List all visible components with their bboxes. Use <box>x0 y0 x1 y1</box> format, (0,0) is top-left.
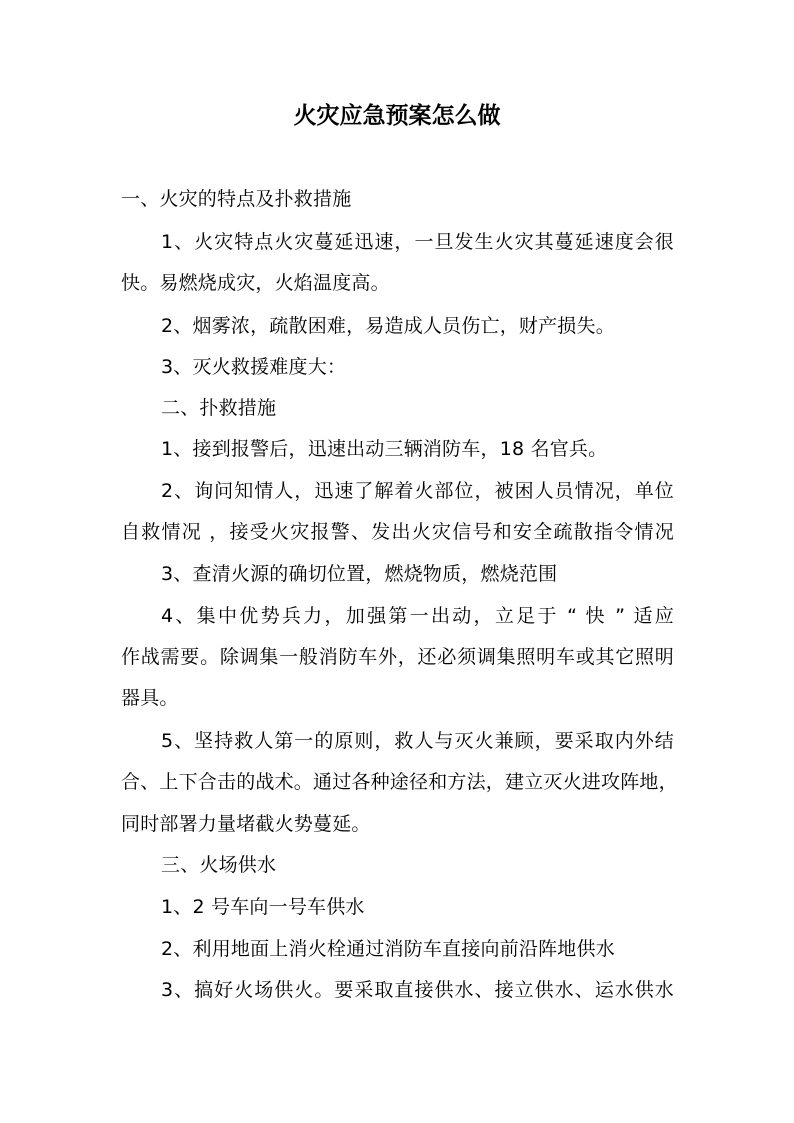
paragraph-line: 2、询问知情人，迅速了解着火部位，被困人员情况，单位 <box>161 480 674 502</box>
section-heading-2: 二、扑救措施 <box>161 397 277 419</box>
paragraph-line: 自救情况 ，接受火灾报警、发出火灾信号和安全疏散指令情况 <box>121 521 674 543</box>
paragraph-line: 2、利用地面上消火栓通过消防车直接向前沿阵地供水 <box>161 938 615 960</box>
paragraph-line: 2、烟雾浓，疏散困难，易造成人员伤亡，财产损失。 <box>161 315 615 337</box>
paragraph-line: 快。易燃烧成灾，火焰温度高。 <box>121 272 390 294</box>
paragraph-line: 1、接到报警后，迅速出动三辆消防车，18 名官兵。 <box>161 438 608 460</box>
section-heading-3: 三、火场供水 <box>161 854 277 876</box>
paragraph-line: 3、搞好火场供火。要采取直接供水、接立供水、运水供水 <box>161 979 674 1001</box>
paragraph-line: 5、坚持救人第一的原则，救人与灭火兼顾，要采取内外结 <box>161 730 674 752</box>
paragraph-line: 1、火灾特点火灾蔓延迅速，一旦发生火灾其蔓延速度会很 <box>161 231 674 253</box>
paragraph-line: 3、灭火救援难度大： <box>161 356 347 378</box>
paragraph-line: 合、上下合击的战术。通过各种途径和方法，建立灭火进攻阵地， <box>121 771 678 793</box>
paragraph-line: 同时部署力量堵截火势蔓延。 <box>121 813 371 835</box>
paragraph-line: 4、集中优势兵力，加强第一出动，立足于 “ 快 ” 适应 <box>161 605 674 627</box>
paragraph-line: 1、2 号车向一号车供水 <box>161 896 365 918</box>
paragraph-line: 器具。 <box>121 687 179 709</box>
paragraph-line: 3、查清火源的确切位置，燃烧物质，燃烧范围 <box>161 563 558 585</box>
document-title: 火灾应急预案怎么做 <box>293 103 501 129</box>
paragraph-line: 作战需要。除调集一般消防车外，还必须调集照明车或其它照明 <box>121 646 674 668</box>
section-heading-1: 一、火灾的特点及扑救措施 <box>121 188 352 210</box>
